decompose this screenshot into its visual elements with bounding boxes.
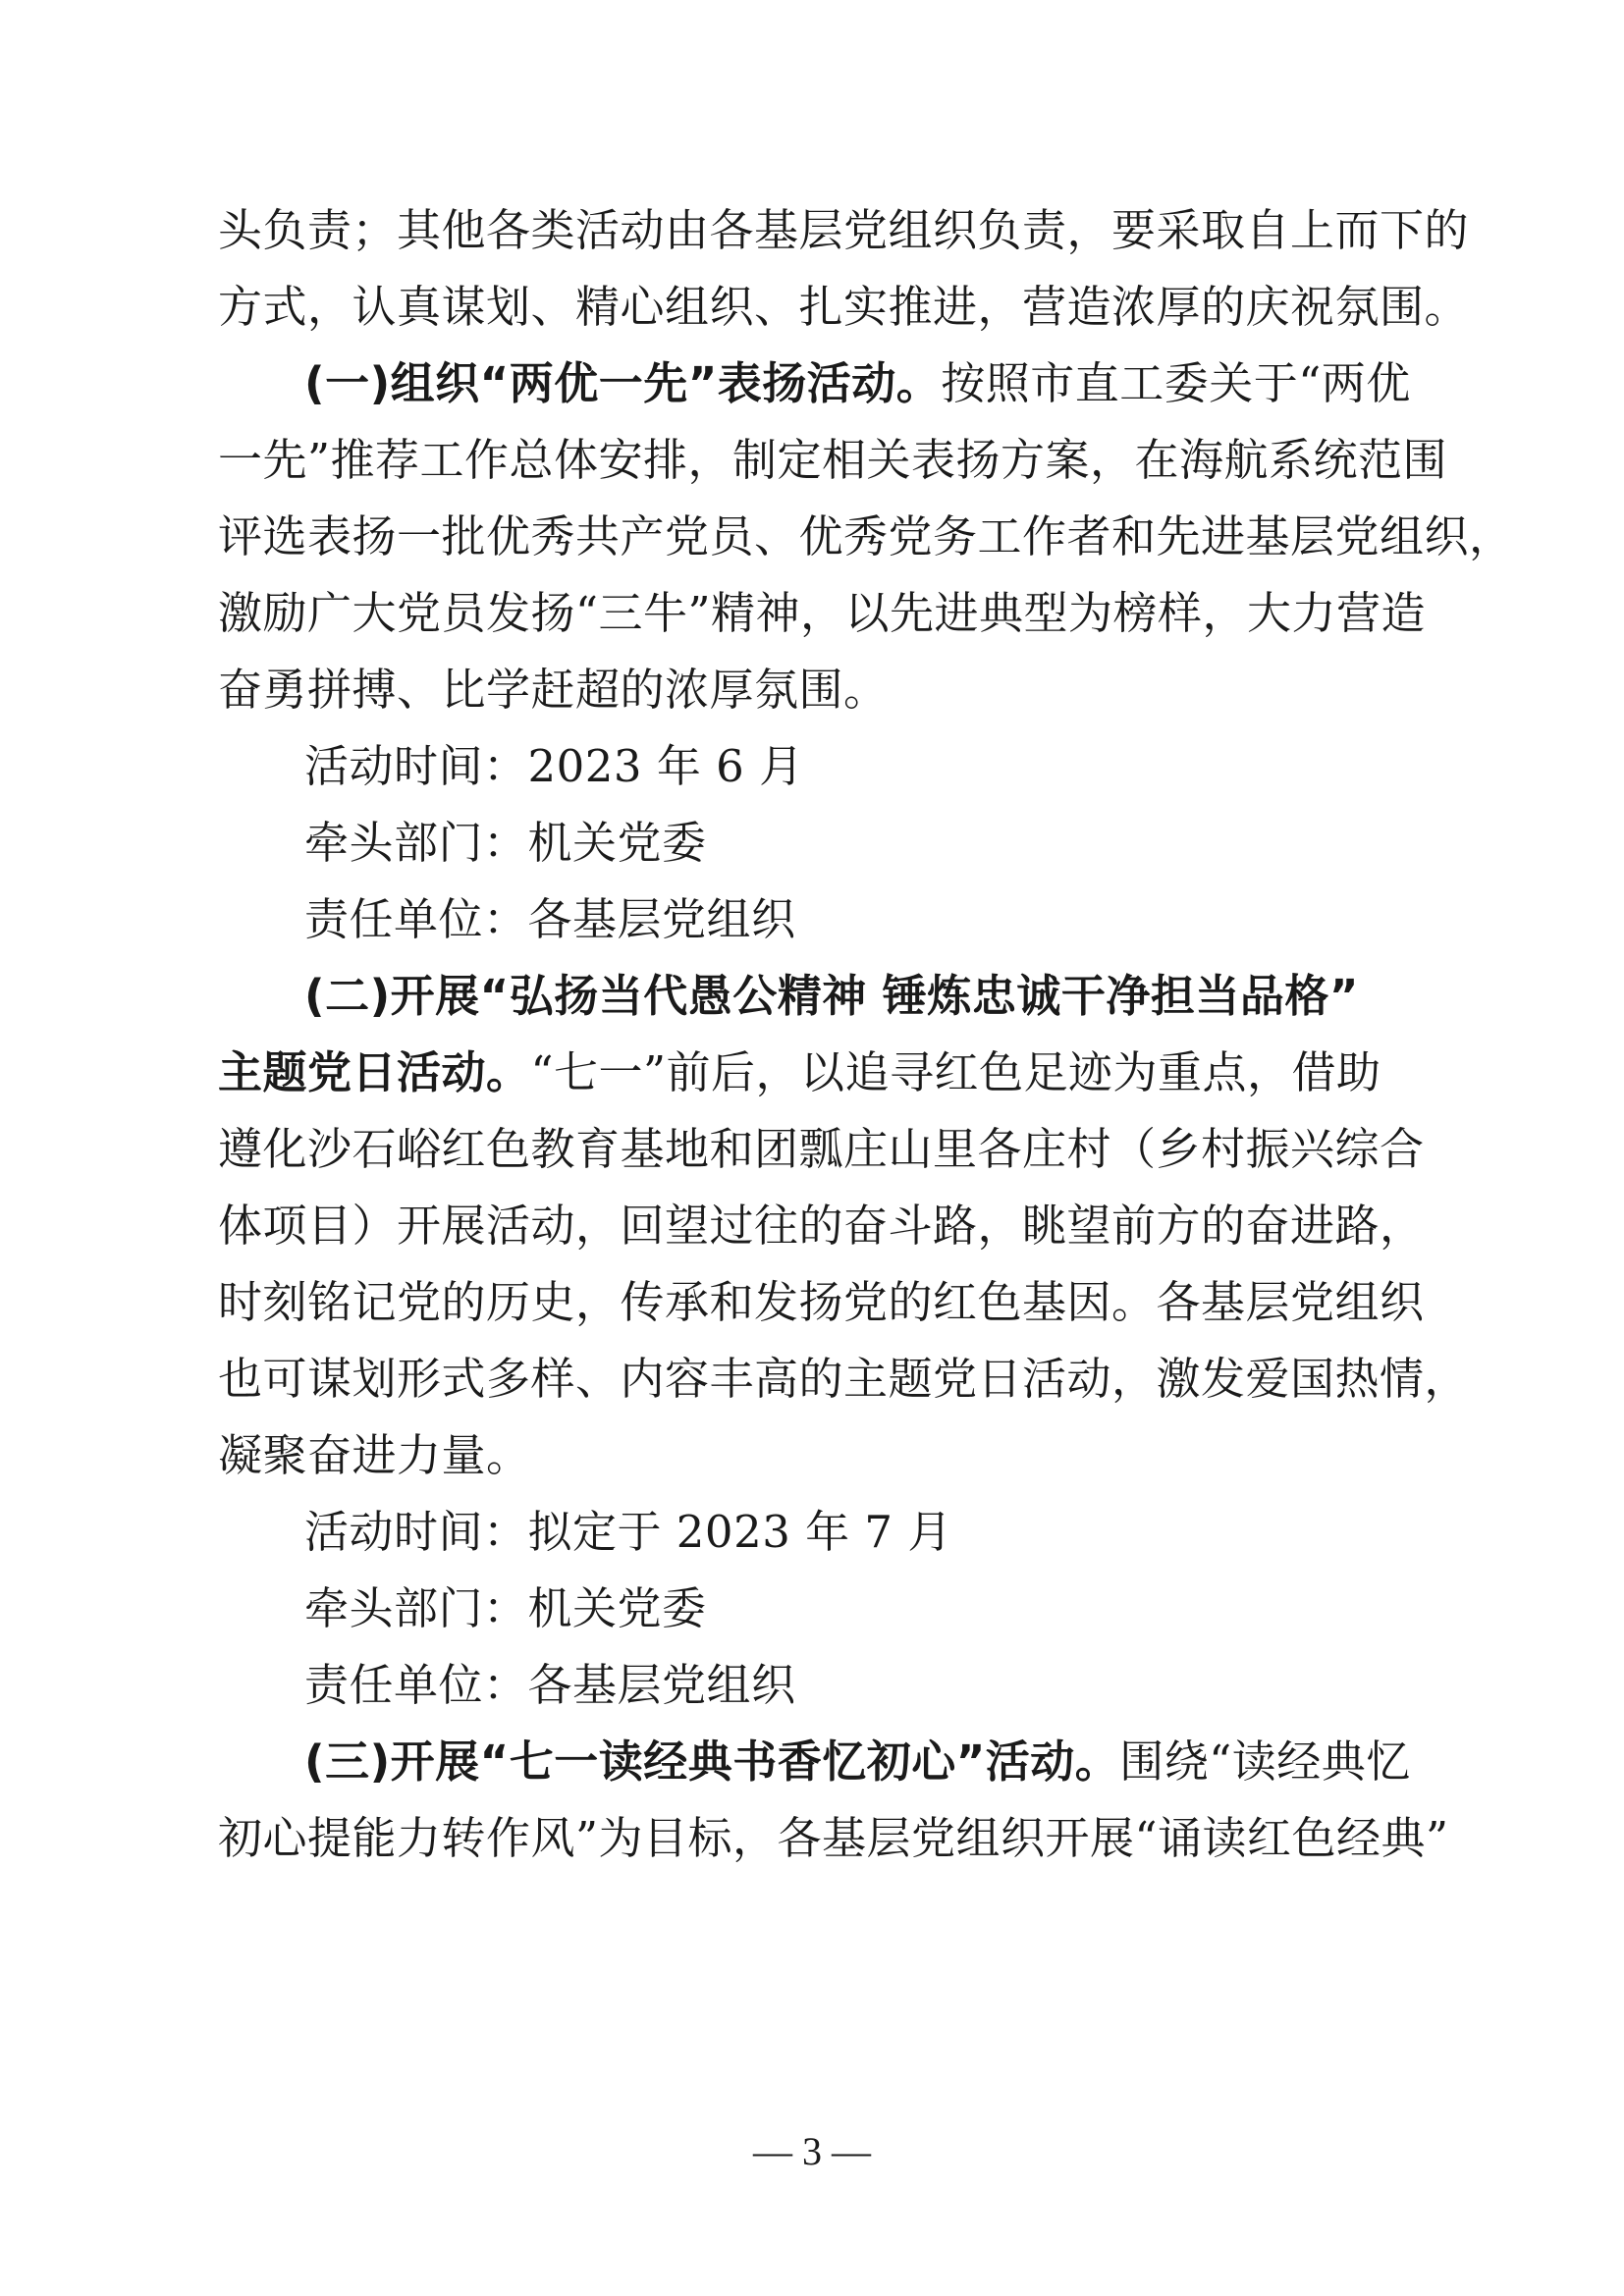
page-number: — 3 — — [753, 2129, 871, 2173]
body-line: 也可谋划形式多样、内容丰高的主题党日活动，激发爱国热情， — [218, 1353, 1470, 1405]
body-line: 凝聚奋进力量。 — [218, 1429, 531, 1481]
body-line: 一先”推荐工作总体安排，制定相关表扬方案，在海航系统范围 — [218, 434, 1448, 486]
body-line: 时刻铭记党的历史，传承和发扬党的红色基因。各基层党组织 — [218, 1276, 1425, 1328]
body-line: 头负责；其他各类活动由各基层党组织负责，要采取自上而下的 — [218, 204, 1470, 256]
body-line: 方式，认真谋划、精心组织、扎实推进，营造浓厚的庆祝氛围。 — [218, 281, 1470, 333]
section-1-responsible: 责任单位：各基层党组织 — [304, 893, 796, 945]
section-1-heading: (一)组织“两优一先”表扬活动。 — [304, 357, 942, 409]
section-2-heading: (二)开展“弘扬当代愚公精神 锤炼忠诚干净担当品格” — [304, 970, 1359, 1022]
section-1-body-start: 按照市直工委关于“两优 — [941, 357, 1411, 409]
section-1-first-line — [304, 357, 1411, 409]
section-2-time: 活动时间：拟定于 2023 年 7 月 — [304, 1506, 952, 1558]
section-2-responsible: 责任单位：各基层党组织 — [304, 1659, 796, 1711]
section-1-time: 活动时间：2023 年 6 月 — [304, 740, 804, 792]
section-2-heading-end: 主题党日活动。 — [218, 1046, 531, 1098]
section-2-second-line — [218, 1046, 1381, 1098]
body-line: 奋勇拼搏、比学赶超的浓厚氛围。 — [218, 664, 889, 716]
section-2-lead: 牵头部门：机关党委 — [304, 1582, 707, 1634]
section-2-body-start: “七一”前后，以追寻红色足迹为重点，借助 — [530, 1046, 1381, 1098]
section-3-first-line — [304, 1735, 1411, 1788]
body-line: 评选表扬一批优秀共产党员、优秀党务工作者和先进基层党组织， — [218, 510, 1514, 562]
body-line: 遵化沙石峪红色教育基地和团瓢庄山里各庄村（乡村振兴综合 — [218, 1123, 1425, 1175]
section-1-lead: 牵头部门：机关党委 — [304, 817, 707, 869]
section-3-heading: (三)开展“七一读经典书香忆初心”活动。 — [304, 1735, 1120, 1788]
body-line: 激励广大党员发扬“三牛”精神，以先进典型为榜样，大力营造 — [218, 587, 1427, 639]
body-line: 初心提能力转作风”为目标，各基层党组织开展“诵读红色经典” — [218, 1812, 1449, 1864]
body-line: 体项目）开展活动，回望过往的奋斗路，眺望前方的奋进路， — [218, 1200, 1425, 1252]
section-3-body-start: 围绕“读经典忆 — [1119, 1735, 1411, 1788]
